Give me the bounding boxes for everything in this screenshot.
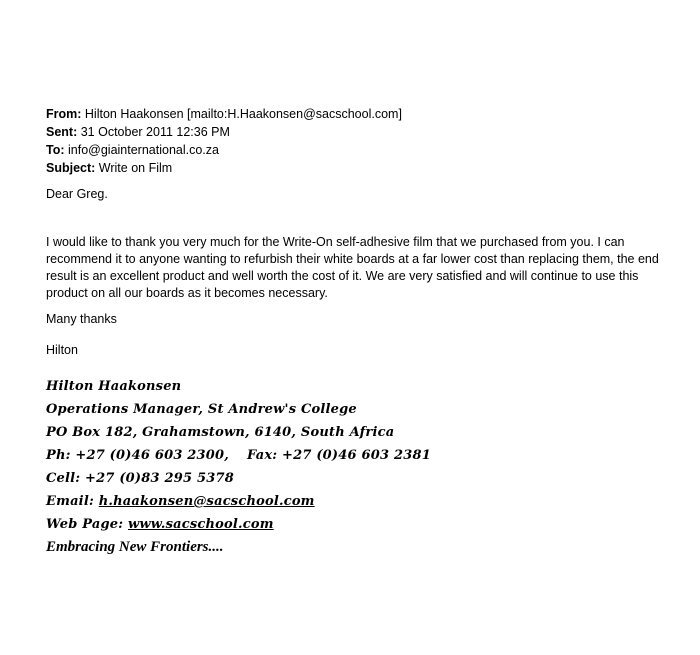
signature-web-row — [46, 513, 431, 536]
email-headers — [46, 105, 402, 177]
subject-label: Subject: — [46, 161, 96, 175]
signature-name: Hilton Haakonsen — [46, 379, 182, 394]
to-label: To: — [46, 143, 65, 157]
sender-first-name: Hilton — [46, 343, 78, 357]
signature-email-row — [46, 490, 431, 513]
sent-value: 31 October 2011 12:36 PM — [80, 125, 230, 139]
from-row — [46, 105, 402, 123]
signature-fax: Fax: +27 (0)46 603 2381 — [247, 448, 431, 463]
from-label: From: — [46, 107, 82, 121]
to-row — [46, 141, 402, 159]
signature-motto: Embracing New Frontiers.... — [46, 539, 224, 555]
signature-phone: Ph: +27 (0)46 603 2300, — [46, 448, 229, 463]
subject-row — [46, 159, 402, 177]
subject-value: Write on Film — [98, 161, 173, 175]
to-value: info@giainternational.co.za — [68, 143, 219, 157]
from-value: Hilton Haakonsen [mailto:H.Haakonsen@sacschool.com] — [84, 107, 402, 121]
email-link[interactable]: h.haakonsen@sacschool.com — [98, 494, 315, 509]
web-label: Web Page: — [46, 517, 124, 532]
signature-address: PO Box 182, Grahamstown, 6140, South Africa — [46, 425, 395, 440]
greeting: Dear Greg. — [46, 187, 108, 201]
web-link[interactable]: www.sacschool.com — [127, 517, 274, 532]
signature-cell: Cell: +27 (0)83 295 5378 — [46, 471, 234, 486]
closing: Many thanks — [46, 312, 117, 326]
signature-title: Operations Manager, St Andrew's College — [46, 402, 357, 417]
sent-label: Sent: — [46, 125, 78, 139]
sent-row — [46, 123, 402, 141]
message-paragraph: I would like to thank you very much for the Write-On self-adhesive film that we purchased from you. I can recommend it to anyone wanting to refurbish their white boards at a far lower cost than replacing them, the end result is an excellent product and well worth the cost of it. We are very satisfied and will continue to use this product on all our boards as it becomes necessary. — [46, 235, 659, 300]
signature-block — [46, 375, 431, 559]
signature-phone-fax — [46, 444, 431, 467]
email-label: Email: — [46, 494, 94, 509]
